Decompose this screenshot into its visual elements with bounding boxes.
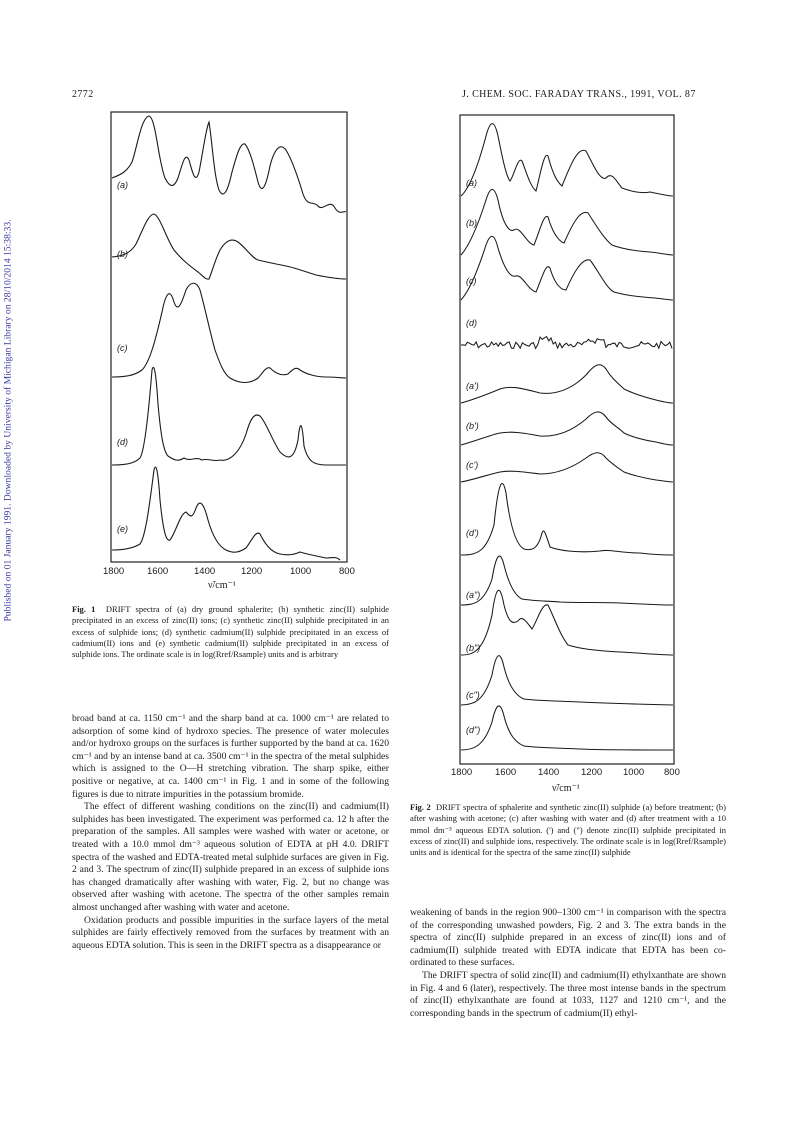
fig1-tick-label: 1000 <box>290 566 312 577</box>
fig2-tick-label: 1000 <box>623 767 645 778</box>
spectrum-2d <box>461 337 672 349</box>
fig1-tick-label: 1400 <box>194 566 216 577</box>
fig2-tick-label: 1600 <box>495 767 517 778</box>
page-number: 2772 <box>72 89 94 100</box>
journal-header: J. CHEM. SOC. FARADAY TRANS., 1991, VOL. 87 <box>462 89 696 100</box>
series-label-1c: (c) <box>117 343 128 353</box>
figure-1-caption-text: DRIFT spectra of (a) dry ground sphalerite; (b) synthetic zinc(II) sulphide precipitated in an excess of zinc(II) ions; (c) synthetic zinc(II) sulphide precipitated in an excess of sulphide ions; (d) synthetic cadmium(II) sulphide precipitated in an excess of cadmium(II) ions and (e) synthetic cadmium(II) sulphide precipitated in an excess of sulphide ions. The ordinate scale is in log(Rref/Rsample) units and is arbitrary <box>72 604 389 660</box>
spectrum-2b <box>461 189 673 255</box>
series-label-2b-prime: (b') <box>466 421 479 431</box>
figure-2-caption-text: DRIFT spectra of sphalerite and synthetic zinc(II) sulphide (a) before treatment; (b) after washing with acetone; (c) after washing with water and (d) after treatment with a 10 mmol dm⁻³ aqueous EDTA solution. (') and (") denote zinc(II) sulphide precipitated in excess of zinc(II) and sulphide ions, respectively. The ordinate scale is in log(Rref/Rsample) units and is identical for the spectra of the same zinc(II) sulphide <box>410 802 727 858</box>
series-label-2b: (b) <box>466 218 477 228</box>
fig2-tick-label: 800 <box>664 767 680 778</box>
fig1-x-axis-label: ν̃/cm⁻¹ <box>208 580 236 591</box>
series-label-2b-dprime: (b") <box>466 643 481 653</box>
series-label-1a: (a) <box>117 180 128 190</box>
fig1-tick-label: 1600 <box>147 566 169 577</box>
series-label-2d-prime: (d') <box>466 528 479 538</box>
spectrum-2d-prime <box>461 483 673 555</box>
paragraph: The DRIFT spectra of solid zinc(II) and cadmium(II) ethylxanthate are shown in Fig. 4 and 6 (later), respectively. The three most intense bands in the spectrum of zinc(II) ethylxanthate are found at 1033, 1127 and 1210 cm⁻¹, and the corresponding bands in the spectrum of cadmium(II) ethyl- <box>410 969 726 1019</box>
figure-2-caption-title: Fig. 2 <box>410 802 431 812</box>
series-label-2a-prime: (a') <box>466 381 479 391</box>
series-label-2a: (a) <box>466 178 477 188</box>
series-label-2c-dprime: (c") <box>466 690 480 700</box>
fig2-tick-label: 1400 <box>538 767 560 778</box>
figure-1-caption-title: Fig. 1 <box>72 604 96 614</box>
left-column-text <box>72 713 389 952</box>
series-label-2d: (d) <box>466 318 477 328</box>
paragraph: The effect of different washing conditions on the zinc(II) and cadmium(II) sulphides has been investigated. The experiment was performed ca. 12 h after the preparation of the samples. All samples were washed with water or acetone, or treated with a 10.0 mmol dm⁻³ aqueous solution of EDTA at pH 4.0. DRIFT spectra of the washed and EDTA-treated metal sulphide surfaces are given in Fig. 2 and 3. The spectrum of zinc(II) sulphide prepared in an excess of sulphide ions has changed dramatically after washing with water, Fig. 2, but no change was observed after washing with acetone. The spectra of the other samples remain almost unchanged after washing with water and acetone. <box>72 801 389 913</box>
fig2-tick-label: 1200 <box>581 767 603 778</box>
spectrum-2a-prime <box>461 365 673 403</box>
spectrum-2c-dprime <box>461 656 673 705</box>
series-label-2d-dprime: (d") <box>466 725 481 735</box>
series-label-1d: (d) <box>117 437 128 447</box>
spectrum-2c-prime <box>461 453 673 482</box>
paragraph: Oxidation products and possible impurities in the surface layers of the metal sulphides are fairly effectively removed from the surfaces by treatment with an aqueous EDTA solution. This is seen in the DRIFT spectra as a disappearance or <box>72 914 389 951</box>
download-notice: Published on 01 January 1991. Downloaded by University of Michigan Library on 28/10/2014 15:38:33. <box>2 219 14 622</box>
fig2-tick-label: 1800 <box>451 767 473 778</box>
spectrum-2a-dprime <box>461 556 673 605</box>
spectrum-2b-prime <box>461 412 673 445</box>
spectrum-2b-dprime <box>461 590 673 655</box>
right-column-text <box>410 907 726 1020</box>
series-label-2c: (c) <box>466 276 477 286</box>
series-label-1b: (b) <box>117 249 128 259</box>
series-label-2c-prime: (c') <box>466 460 479 470</box>
fig1-tick-label: 800 <box>339 566 355 577</box>
paragraph: broad band at ca. 1150 cm⁻¹ and the sharp band at ca. 1000 cm⁻¹ are related to adsorption of some kind of hydroxo species. The presence of water molecules and/or hydroxo groups on the surfaces is further supported by the band at ca. 1620 cm⁻¹ and by an intense band at ca. 3500 cm⁻¹ in the spectra of the metal sulphides which is assigned to the O—H stretching vibration. The sharp spike, either positive or negative, at ca. 1400 cm⁻¹ in Fig. 1 and in some of the following figures is due to nitrate impurities in the potassium bromide. <box>72 713 389 800</box>
spectrum-2c <box>461 236 673 300</box>
figure-2-caption <box>410 802 726 858</box>
series-label-2a-dprime: (a") <box>466 590 481 600</box>
paragraph: weakening of bands in the region 900–1300 cm⁻¹ in comparison with the spectra of the corresponding unwashed powders, Fig. 2 and 3. The extra bands in the spectra of zinc(II) sulphide prepared in an excess of zinc(II) ions and of cadmium(II) sulphide treated with EDTA indicate that EDTA has been co-ordinated to these surfaces. <box>410 907 726 969</box>
fig1-tick-label: 1800 <box>103 566 125 577</box>
spectrum-2d-dprime <box>461 706 673 750</box>
fig1-tick-label: 1200 <box>241 566 263 577</box>
series-label-1e: (e) <box>117 524 128 534</box>
fig2-x-axis-label: ν̃/cm⁻¹ <box>552 783 580 794</box>
spectrum-2a <box>461 124 673 196</box>
